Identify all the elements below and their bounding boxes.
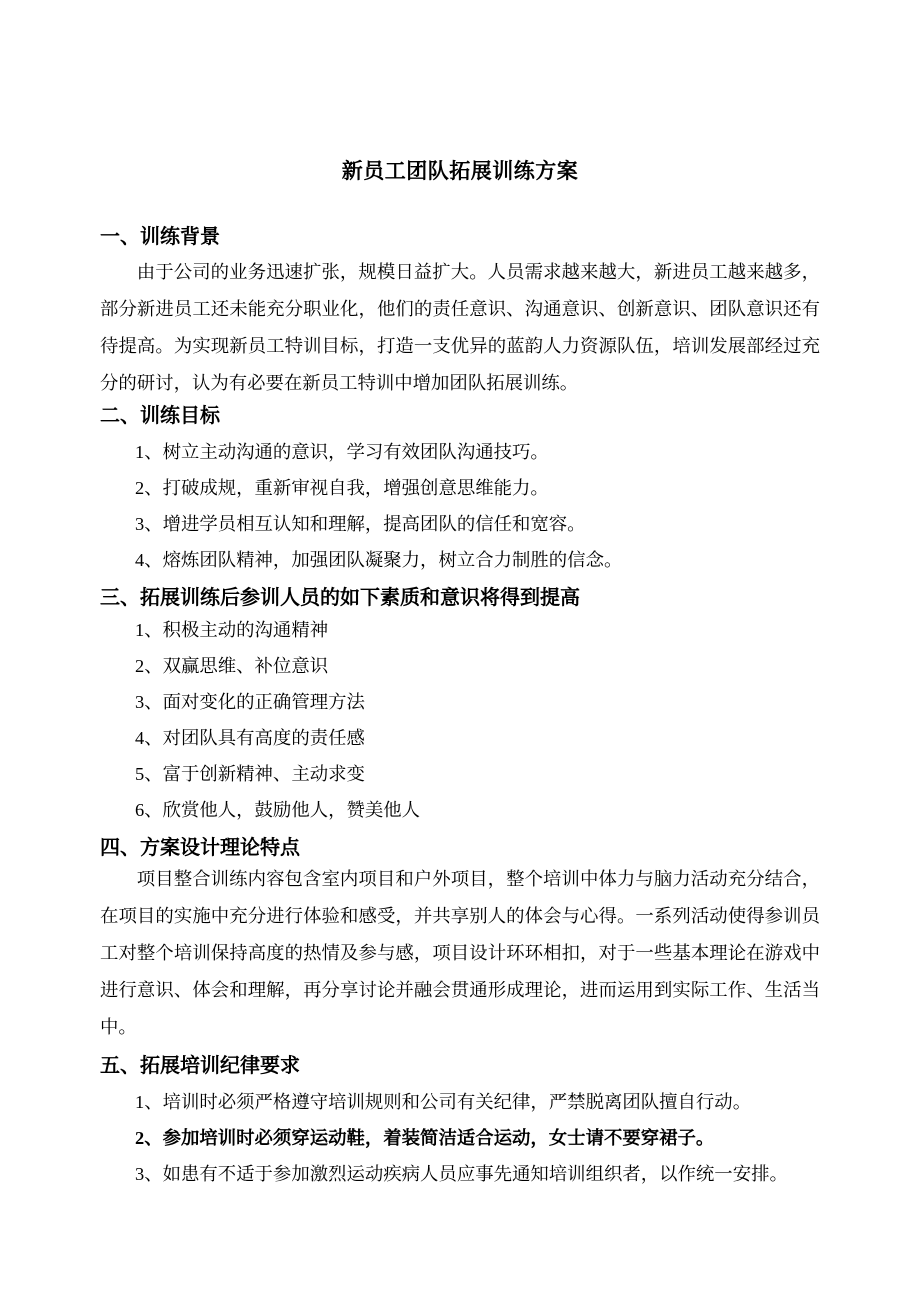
- training-goal-item-1: 1、树立主动沟通的意识，学习有效团队沟通技巧。: [135, 442, 549, 462]
- discipline-item-1: 1、培训时必须严格遵守培训规则和公司有关纪律，严禁脱离团队擅自行动。: [135, 1092, 752, 1112]
- training-goal-item-2: 2、打破成规，重新审视自我，增强创意思维能力。: [135, 478, 549, 498]
- section-heading-training-background: 一、训练背景: [100, 226, 220, 248]
- section-heading-quality-improvements: 三、拓展训练后参训人员的如下素质和意识将得到提高: [100, 587, 580, 609]
- quality-item-5: 5、富于创新精神、主动求变: [135, 764, 365, 784]
- quality-item-3: 3、面对变化的正确管理方法: [135, 692, 365, 712]
- training-goal-item-4: 4、熔炼团队精神，加强团队凝聚力，树立合力制胜的信念。: [135, 550, 623, 570]
- design-theory-paragraph: 项目整合训练内容包含室内项目和户外项目，整个培训中体力与脑力活动充分结合，在项目的实施中充分进行体验和感受，并共享别人的体会与心得。一系列活动使得参训员工对整个培训保持高度的热情及参与感，项目设计环环相扣，对于一些基本理论在游戏中进行意识、体会和理解，再分享讨论并融会贯通形成理论，进而运用到实际工作、生活当中。: [100, 869, 820, 1037]
- section-heading-discipline-requirements: 五、拓展培训纪律要求: [100, 1055, 300, 1077]
- section-heading-training-goals: 二、训练目标: [100, 405, 220, 427]
- training-goal-item-3: 3、增进学员相互认知和理解，提高团队的信任和宽容。: [135, 514, 586, 534]
- discipline-item-2: 2、参加培训时必须穿运动鞋，着装简洁适合运动，女士请不要穿裙子。: [135, 1128, 715, 1148]
- document-content: [0, 158, 920, 1186]
- quality-item-6: 6、欣赏他人，鼓励他人，赞美他人: [135, 800, 421, 820]
- training-background-paragraph: 由于公司的业务迅速扩张，规模日益扩大。人员需求越来越大，新进员工越来越多，部分新进员工还未能充分职业化，他们的责任意识、沟通意识、创新意识、团队意识还有待提高。为实现新员工特训目标，打造一支优异的蓝韵人力资源队伍，培训发展部经过充分的研讨，认为有必要在新员工特训中增加团队拓展训练。: [100, 262, 820, 393]
- section-heading-design-theory: 四、方案设计理论特点: [100, 837, 300, 859]
- document-title: 新员工团队拓展训练方案: [341, 159, 579, 183]
- quality-item-4: 4、对团队具有高度的责任感: [135, 728, 365, 748]
- quality-item-1: 1、积极主动的沟通精神: [135, 620, 329, 640]
- quality-item-2: 2、双赢思维、补位意识: [135, 656, 329, 676]
- discipline-item-3: 3、如患有不适于参加激烈运动疾病人员应事先通知培训组织者，以作统一安排。: [135, 1164, 788, 1184]
